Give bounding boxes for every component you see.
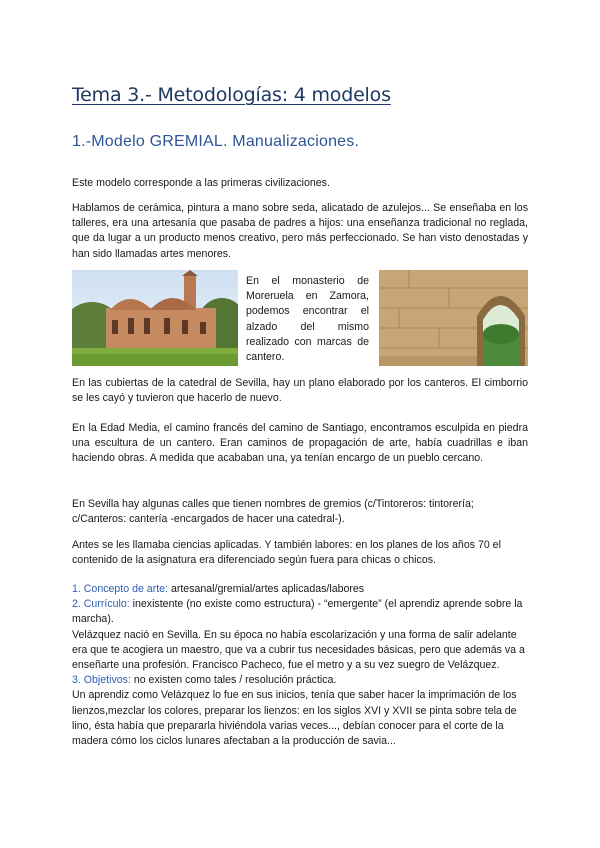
list-label-curriculo: 2. Currículo: <box>72 598 130 611</box>
list-label-objetivos: 3. Objetivos: <box>72 674 131 687</box>
section-heading: 1.-Modelo GREMIAL. Manualizaciones. <box>72 133 360 150</box>
monastery-caption: En el monasterio de Moreruela en Zamora, podemos encontrar el alzado del mismo realizado con marcas de cantero. <box>246 275 369 364</box>
page-title: Tema 3.- Metodologías: 4 modelos <box>72 84 391 106</box>
list-text-objetivos: no existen como tales / resolución práctica. <box>130 674 337 687</box>
list-text-concepto: artesanal/gremial/artes aplicadas/labores <box>168 583 365 595</box>
sevilla-paragraph: En las cubiertas de la catedral de Sevilla, hay un plano elaborado por los canteros. El cimborrio se les cayó y tuvieron que hacerlo de nuevo. <box>72 377 528 405</box>
list-item-concepto <box>72 582 528 597</box>
list-body-objetivos: Un aprendiz como Velázquez lo fue en sus inicios, tenía que saber hacer la imprimación de los lienzos,mezclar los colores, preparar los lienzos: en los siglos XVI y XVII se pinta sobre tela de lino, ésta había que prepararla hiviéndola varias veces..., debían conocer para el corte de la madera cómo los ciclos lunares afectaban a la producción de savia... <box>72 689 517 748</box>
list-label-concepto: 1. Concepto de arte: <box>72 583 168 595</box>
list-text-curriculo: inexistente (no existe como estructura) - “emergente” (el aprendiz aprende sobre la marcha). <box>72 598 523 626</box>
intro-paragraph: Este modelo corresponde a las primeras civilizaciones. <box>72 177 330 189</box>
edad-media-paragraph: En la Edad Media, el camino francés del camino de Santiago, encontramos esculpida en piedra una escultura de un cantero. Eran caminos de propagación de arte, había cuadrillas e iban haciendo obras. A medida que acababan una, ya tenían encargo de un pueblo cercano. <box>72 422 528 465</box>
list-item-objetivos <box>72 673 528 688</box>
monastery-photo <box>72 270 238 366</box>
calles-paragraph: En Sevilla hay algunas calles que tienen nombres de gremios (c/Tintoreros: tintorería; c/Canteros: cantería -encargados de hacer una catedral-). <box>72 498 474 526</box>
list-item-curriculo <box>72 597 528 627</box>
stone-arch-photo <box>379 270 528 366</box>
list-body-curriculo: Velázquez nació en Sevilla. En su época no había escolarización y una forma de salir adelante era que te acogiera un maestro, que va a cubrir tus necesidades básicas, pero que además va a enseñarte una profesión. Francisco Pacheco, fue el metro y a su vez suegro de Velázquez. <box>72 628 525 672</box>
metodologia-list <box>72 582 528 749</box>
ceramica-paragraph: Hablamos de cerámica, pintura a mano sobre seda, alicatado de azulejos... Se enseñaba en los talleres, era una artesanía que pasaba de padres a hijos: una enseñanza tradicional no reglada, que da lugar a un producto menos creativo, pero más perfeccionado. Se han visto denostadas y han sido llamadas artes menores. <box>72 202 528 260</box>
ciencias-paragraph: Antes se les llamaba ciencias aplicadas. Y también labores: en los planes de los años 70 el contenido de la asignatura era diferenciado según fuera para chicas o chicos. <box>72 539 501 567</box>
